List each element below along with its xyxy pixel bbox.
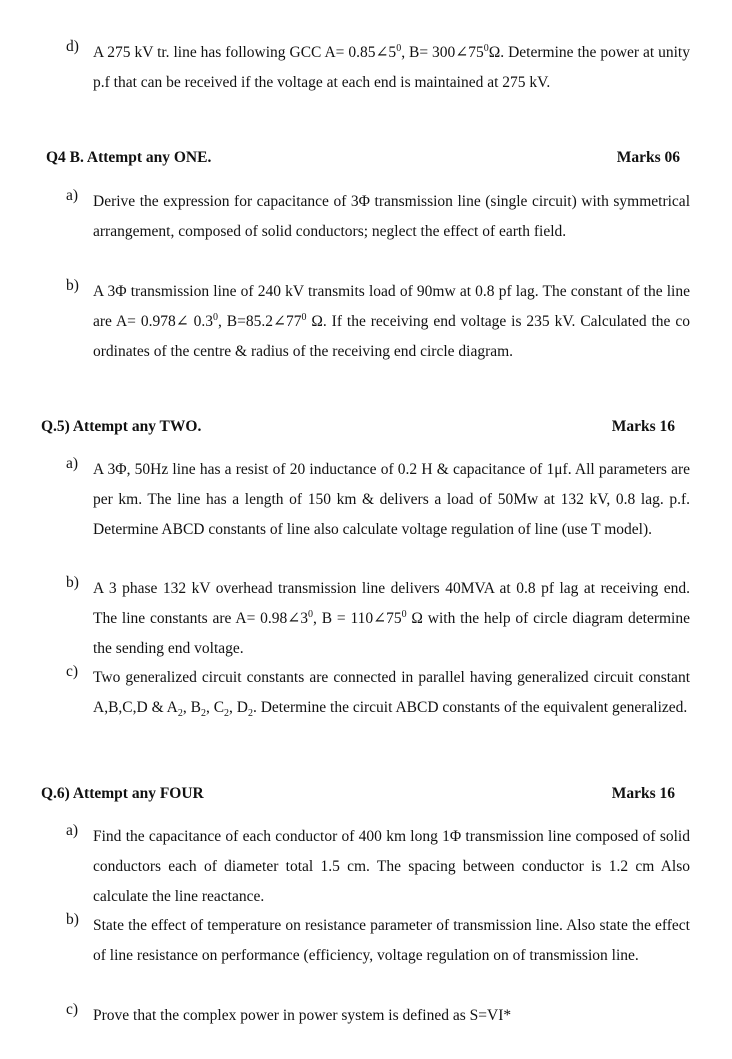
item-text: A 3Φ, 50Hz line has a resist of 20 inductance of 0.2 H & capacitance of 1μf. All parameters are per km. The line has a length of 150 km & delivers a load of 50Mw at 132 kV, 0.8 lag. p.f. Determine ABCD constants of line also calculate voltage regulation of line (use T model). bbox=[93, 461, 690, 538]
item-text: Find the capacitance of each conductor of 400 km long 1Φ transmission line composed of solid conductors each of diameter total 1.5 cm. The spacing between conductor is 1.2 cm Also calculate the line reactance. bbox=[93, 828, 690, 905]
item-text: A 3 phase 132 kV overhead transmission line delivers 40MVA at 0.8 pf lag at receiving end. The line constants are $A= 0.98\angle 3^0$, $B = 110\angle 75^0$ Ω with the help of circle diagram determine the sending end voltage. bbox=[93, 580, 690, 657]
question-title: Q.6) Attempt any FOUR bbox=[41, 785, 204, 802]
question-marks: Marks 06 bbox=[616, 149, 680, 166]
item-text: Prove that the complex power in power system is defined as S=VI* bbox=[93, 1007, 512, 1024]
question-item-q4b-b bbox=[66, 277, 690, 366]
item-label: a) bbox=[66, 455, 79, 472]
question-marks: Marks 16 bbox=[611, 418, 675, 435]
question-title: Q4 B. Attempt any ONE. bbox=[46, 149, 212, 166]
item-label: b) bbox=[66, 911, 79, 928]
question-item-q6-c bbox=[66, 1001, 690, 1031]
item-label: a) bbox=[66, 822, 79, 839]
question-header-q4b bbox=[46, 149, 680, 173]
item-text: Derive the expression for capacitance of 3Φ transmission line (single circuit) with symmetrical arrangement, composed of solid conductors; neglect the effect of earth field. bbox=[93, 193, 690, 240]
question-item-q6-b bbox=[66, 911, 690, 971]
question-header-q6 bbox=[41, 785, 675, 809]
item-label: d) bbox=[66, 38, 79, 55]
item-text: Two generalized circuit constants are connected in parallel having generalized circuit constant A,B,C,D & $A_2$, $B_2$, $C_2$, $D_2$. Determine the circuit ABCD constants of the equivalent generalized. bbox=[93, 669, 690, 719]
item-text: A 275 kV tr. line has following GCC $A= 0.85\angle 5^0$, $B= 300\angle 75^0\Omega$. Determine the power at unity p.f that can be received if the voltage at each end is maintained at 275 kV. bbox=[93, 42, 690, 91]
item-label: b) bbox=[66, 277, 79, 294]
question-item-q4b-a bbox=[66, 187, 690, 247]
question-title: Q.5) Attempt any TWO. bbox=[41, 418, 202, 435]
question-item-q6-a bbox=[66, 822, 690, 911]
item-label: c) bbox=[66, 1001, 79, 1018]
item-text: A 3Φ transmission line of 240 kV transmits load of 90mw at 0.8 pf lag. The constant of the line are A= 0.978∠ $0.3^0$, $B=85.2\angle 77^0$ Ω. If the receiving end voltage is 235 kV. Calculated the co ordinates of the centre & radius of the receiving end circle diagram. bbox=[93, 283, 690, 360]
question-marks: Marks 16 bbox=[611, 785, 675, 802]
question-item-d bbox=[66, 38, 690, 98]
item-label: c) bbox=[66, 663, 79, 680]
item-text: State the effect of temperature on resistance parameter of transmission line. Also state the effect of line resistance on performance (efficiency, voltage regulation on of transmission line. bbox=[93, 917, 690, 964]
question-item-q5-c bbox=[66, 663, 690, 723]
question-header-q5 bbox=[41, 418, 675, 442]
item-label: a) bbox=[66, 187, 79, 204]
question-item-q5-b bbox=[66, 574, 690, 663]
item-label: b) bbox=[66, 574, 79, 591]
question-item-q5-a bbox=[66, 455, 690, 544]
